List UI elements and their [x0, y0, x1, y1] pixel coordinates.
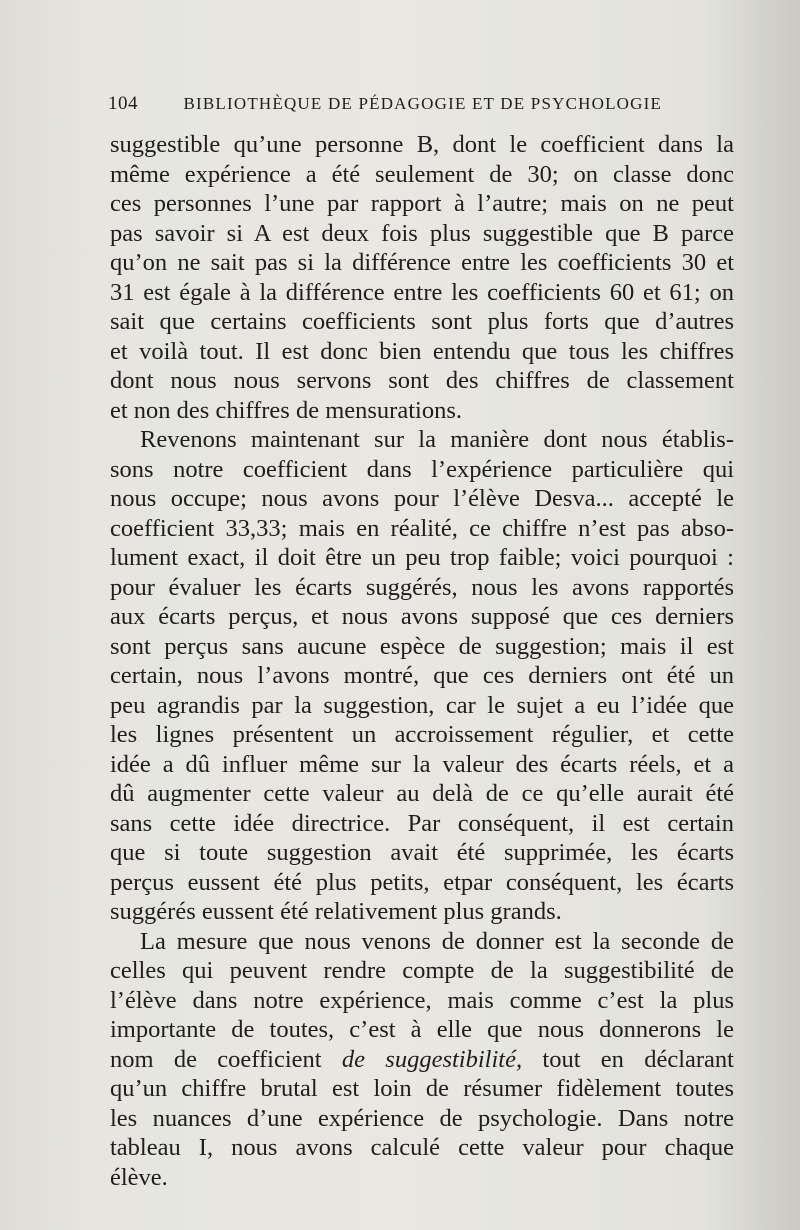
text-line: Revenons maintenant sur la manière dont nous établis-: [140, 426, 734, 453]
text-line: pas savoir si A est deux fois plus suggestible que B parce: [110, 219, 734, 247]
text-line: sont perçus sans aucune espèce de suggestion; mais il est: [110, 632, 734, 660]
text-line: 31 est égale à la différence entre les coefficients 60 et 61; on: [110, 278, 734, 306]
text-segment: tout en déclarant: [542, 1045, 734, 1073]
text-line: dû augmenter cette valeur au delà de ce qu’elle aurait été: [110, 780, 734, 807]
text-line: et non des chiffres de mensurations.: [110, 396, 462, 424]
text-line: perçus eussent été plus petits, etpar conséquent, les écarts: [110, 868, 734, 896]
text-line: coefficient 33,33; mais en réalité, ce chiffre n’est pas abso-: [110, 514, 734, 542]
text-line: sons notre coefficient dans l’expérience particulière qui: [110, 455, 734, 483]
running-title: BIBLIOTHÈQUE DE PÉDAGOGIE ET DE PSYCHOLOGIE: [183, 94, 663, 113]
text-line: même expérience a été seulement de 30; on classe donc: [110, 160, 734, 188]
text-line: les lignes présentent un accroissement régulier, et cette: [110, 721, 734, 748]
italic-term: de suggestibilité,: [341, 1045, 523, 1073]
text-line: ces personnes l’une par rapport à l’autre; mais on ne peut: [110, 190, 734, 217]
text-line: les nuances d’une expérience de psychologie. Dans notre: [110, 1104, 734, 1132]
text-line: importante de toutes, c’est à elle que nous donnerons le: [110, 1016, 734, 1043]
text-line: dont nous nous servons sont des chiffres de classement: [110, 367, 734, 394]
text-line: peu agrandis par la suggestion, car le sujet a eu l’idée que: [110, 691, 734, 719]
text-line: sait que certains coefficients sont plus forts que d’autres: [110, 308, 734, 335]
text-line: et voilà tout. Il est donc bien entendu que tous les chiffres: [110, 337, 734, 365]
text-line: celles qui peuvent rendre compte de la suggestibilité de: [110, 957, 734, 984]
text-line: idée a dû influer même sur la valeur des écarts réels, et a: [110, 750, 734, 778]
text-line: pour évaluer les écarts suggérés, nous les avons rapportés: [110, 573, 734, 601]
running-head: [108, 93, 668, 119]
text-segment: nom de coefficient: [110, 1045, 342, 1073]
text-line: sans cette idée directrice. Par conséquent, il est certain: [110, 809, 734, 837]
text-line: l’élève dans notre expérience, mais comme c’est la plus: [110, 986, 734, 1014]
text-line: qu’un chiffre brutal est loin de résumer fidèlement toutes: [110, 1075, 734, 1102]
text-line: que si toute suggestion avait été supprimée, les écarts: [110, 839, 734, 866]
text-line: nous occupe; nous avons pour l’élève Desva... accepté le: [110, 485, 734, 512]
text-line: élève.: [110, 1163, 168, 1191]
text-line: suggestible qu’une personne B, dont le coefficient dans la: [110, 131, 734, 158]
text-line: certain, nous l’avons montré, que ces derniers ont été un: [110, 662, 734, 689]
text-line: tableau I, nous avons calculé cette valeur pour chaque: [110, 1134, 734, 1161]
text-line: lument exact, il doit être un peu trop faible; voici pourquoi :: [110, 544, 734, 571]
text-line: La mesure que nous venons de donner est la seconde de: [140, 927, 734, 955]
page-number: 104: [108, 93, 138, 114]
text-line: [110, 1045, 734, 1075]
text-line: qu’on ne sait pas si la différence entre les coefficients 30 et: [110, 249, 734, 276]
text-line: aux écarts perçus, et nous avons supposé que ces derniers: [110, 603, 734, 630]
body-text: [110, 130, 734, 1192]
text-line: suggérés eussent été relativement plus grands.: [110, 898, 562, 925]
